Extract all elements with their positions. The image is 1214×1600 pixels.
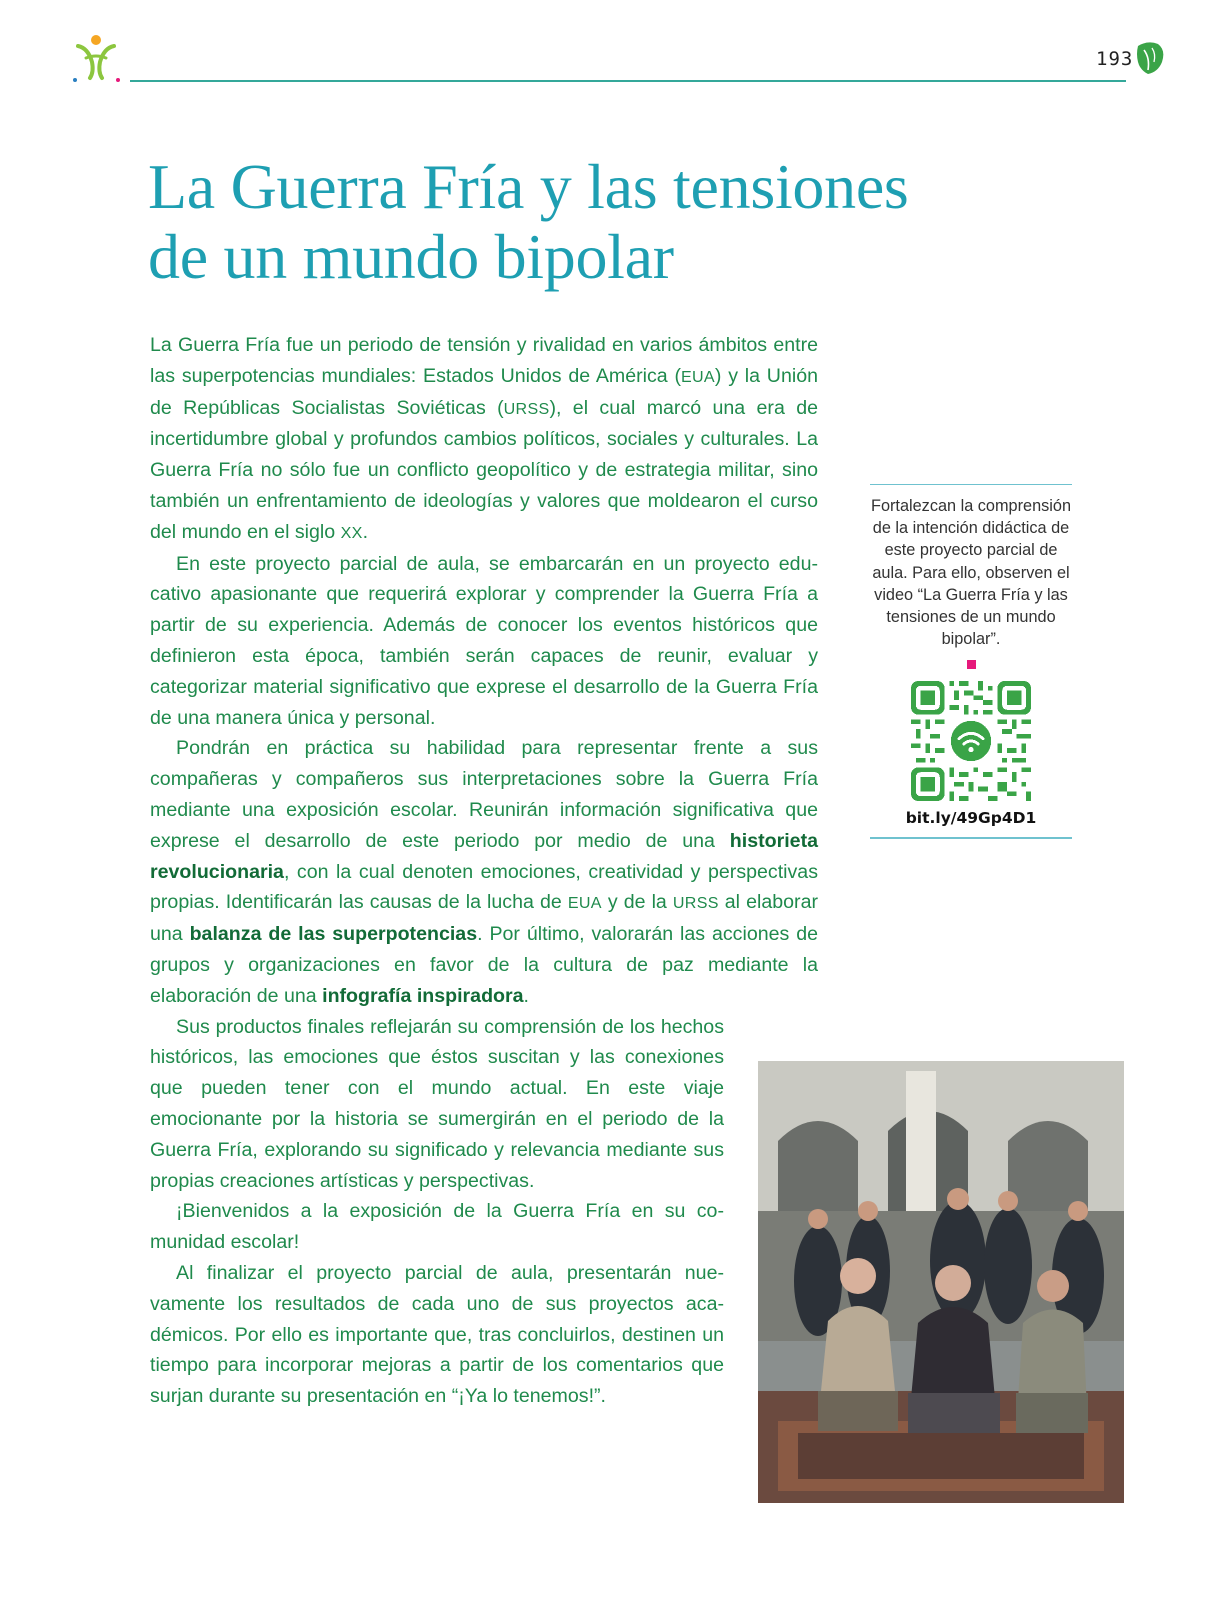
yalta-conference-photo [758,1061,1124,1503]
project-logo-icon [72,32,124,84]
page-title-line-1: La Guerra Fría y las tensiones [148,151,909,222]
abbr-urss: URSS [503,399,550,418]
qr-code-icon[interactable] [911,681,1031,801]
keyword-balanza: balanza de las superpotencias [189,923,478,946]
leaf-icon [1134,40,1166,76]
video-sidebar [870,484,1072,839]
paragraph-1: La Guerra Fría fue un periodo de tensión y rivalidad en varios ámbitos entre las superpotencias mundiales: Estados Unidos de América (EUA) y la Unión de Repúblicas Socialistas Soviéticas (URSS), el cual marcó una era de incertidumbre global y profundos cambios políticos, sociales y culturales. La Guerra Fría no sólo fue un conflicto geopolítico y de estrategia militar, sino también un enfrentamiento de ideologías y valores que moldearon el curso del mundo en el siglo XX. [150,334,819,543]
paragraph-2: En este proyecto parcial de aula, se embarcarán en un proyecto educativo apasionante que requerirá explorar y comprender la Guerra Fría a partir de su experiencia. Además de conocer los eventos históricos que definieron esta época, también serán capaces de reunir, evaluar y categorizar material significativo que exprese el desarrollo de la Guerra Fría de una manera única y personal. [150,552,818,729]
page-title-line-2: de un mundo bipolar [148,221,674,292]
sidebar-bottom-rule [870,837,1072,839]
paragraph-3: Pondrán en práctica su habilidad para representar frente a sus compañeras y compañeros sus interpretaciones sobre la Guerra Fría mediante una exposición escolar. Reunirán información significativa que exprese el desarrollo de este periodo por medio de una historieta revolucionaria, con la cual denoten emociones, creatividad y perspectivas propias. Identificarán las causas de la lucha de EUA y de la URSS al elaborar una balanza de las superpotencias. Por último, valorarán las acciones de grupos y organizaciones en favor de la cultura de paz mediante la elaboración de una infografía inspiradora. [150,737,818,1007]
century: XX [340,523,363,542]
pink-marker [967,660,976,669]
abbr-eua: EUA [680,367,715,386]
paragraph-5: ¡Bienvenidos a la exposición de la Guerra Fría en su comunidad escolar! [150,1200,724,1254]
abbr-urss: URSS [672,894,719,913]
page-title [148,152,948,292]
page-number: 193 [1096,48,1134,70]
keyword-infografia: infografía inspiradora [322,984,524,1007]
paragraph-6: Al finalizar el proyecto parcial de aula, presentarán nuevamente los resultados de cada uno de sus proyectos académicos. Por ello es importante que, tras concluirlos, destinen un tiempo para incorporar mejoras a partir de los comentarios que surjan durante su presentación en “¡Ya lo tenemos!”. [150,1261,724,1408]
abbr-eua: EUA [567,894,602,913]
video-link[interactable]: bit.ly/49Gp4D1 [905,809,1037,828]
header-rule [130,80,1126,82]
body-text [150,330,818,1412]
keyword-historieta: historieta revolucionaria [150,829,818,883]
sidebar-text: Fortalezcan la comprensión de la intención didáctica de este proyecto parcial de aula. Para ello, observen el video “La Guerra Fría y las tensiones de un mundo bipolar”. [871,497,1071,649]
paragraph-4: Sus productos finales reflejarán su comprensión de los hechos históricos, las emociones que éstos suscitan y las conexiones que pueden tener con el mundo actual. En este viaje emocionante por la historia se sumergirán en el periodo de la Guerra Fría, explorando su significado y relevancia mediante sus propias creaciones artísticas y perspectivas. [150,1015,724,1192]
